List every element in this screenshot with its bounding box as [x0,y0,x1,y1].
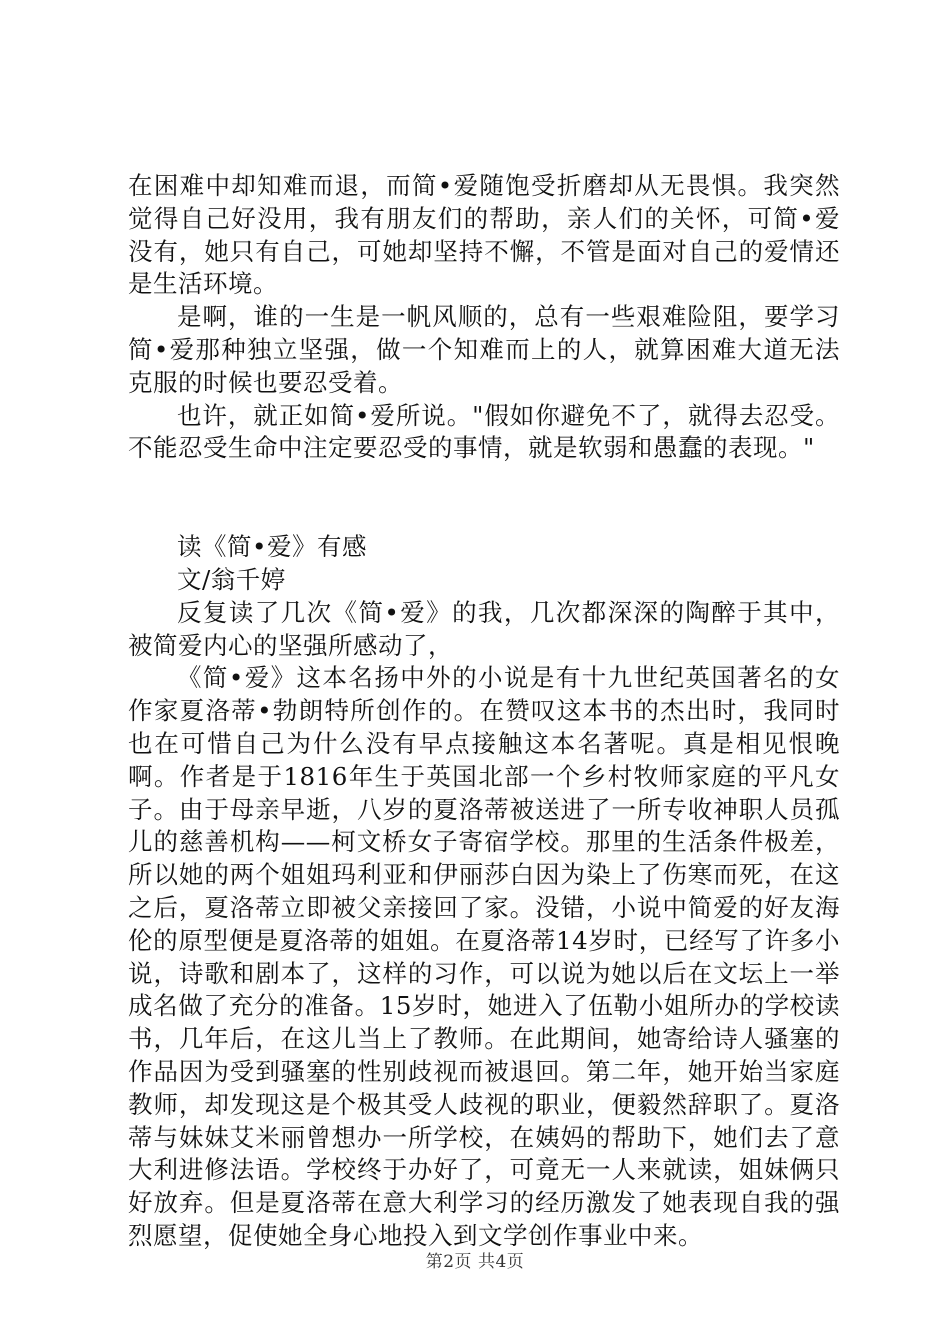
paragraph: 反复读了几次《简•爱》的我，几次都深深的陶醉于其中，被简爱内心的坚强所感动了， [128,597,840,660]
paragraph: 是啊，谁的一生是一帆风顺的，总有一些艰难险阻，要学习简•爱那种独立坚强，做一个知难而上的人，就算困难大道无法克服的时候也要忍受着。 [128,302,840,397]
section-gap [128,465,840,531]
article-title: 读《简•爱》有感 [177,532,367,562]
paragraph-quote: 也许，就正如简•爱所说。"假如你避免不了，就得去忍受。不能忍受生命中注定要忍受的事情，就是软弱和愚蠢的表现。" [128,400,840,463]
article-author: 文/翁千婷 [177,564,286,594]
paragraph-continuation: 在困难中却知难而退，而简•爱随饱受折磨却从无畏惧。我突然觉得自己好没用，我有朋友们的帮助，亲人们的关怀，可简•爱没有，她只有自己，可她却坚持不懈，不管是面对自己的爱情还是生活环境。 [128,171,840,299]
paragraph: 《简•爱》这本名扬中外的小说是有十九世纪英国著名的女作家夏洛蒂•勃朗特所创作的。在赞叹这本书的杰出时，我同时也在可惜自己为什么没有早点接触这本名著呢。真是相见恨晚啊。作者是于1816年生于英国北部一个乡村牧师家庭的平凡女子。由于母亲早逝，八岁的夏洛蒂被送进了一所专收神职人员孤儿的慈善机构——柯文桥女子寄宿学校。那里的生活条件极差，所以她的两个姐姐玛利亚和伊丽莎白因为染上了伤寒而死，在这之后，夏洛蒂立即被父亲接回了家。没错，小说中简爱的好友海伦的原型便是夏洛蒂的姐姐。在夏洛蒂14岁时，已经写了许多小说，诗歌和剧本了，这样的习作，可以说为她以后在文坛上一举成名做了充分的准备。15岁时，她进入了伍勒小姐所办的学校读书，几年后，在这儿当上了教师。在此期间，她寄给诗人骚塞的作品因为受到骚塞的性别歧视而被退回。第二年，她开始当家庭教师，却发现这是个极其受人歧视的职业，便毅然辞职了。夏洛蒂与妹妹艾米丽曾想办一所学校，在姨妈的帮助下，她们去了意大利进修法语。学校终于办好了，可竟无一人来就读，姐妹俩只好放弃。但是夏洛蒂在意大利学习的经历激发了她表现自我的强烈愿望，促使她全身心地投入到文学创作事业中来。 [128,663,840,1250]
document-body [128,170,840,1253]
page-number-footer: 第2页 共4页 [425,1252,525,1272]
